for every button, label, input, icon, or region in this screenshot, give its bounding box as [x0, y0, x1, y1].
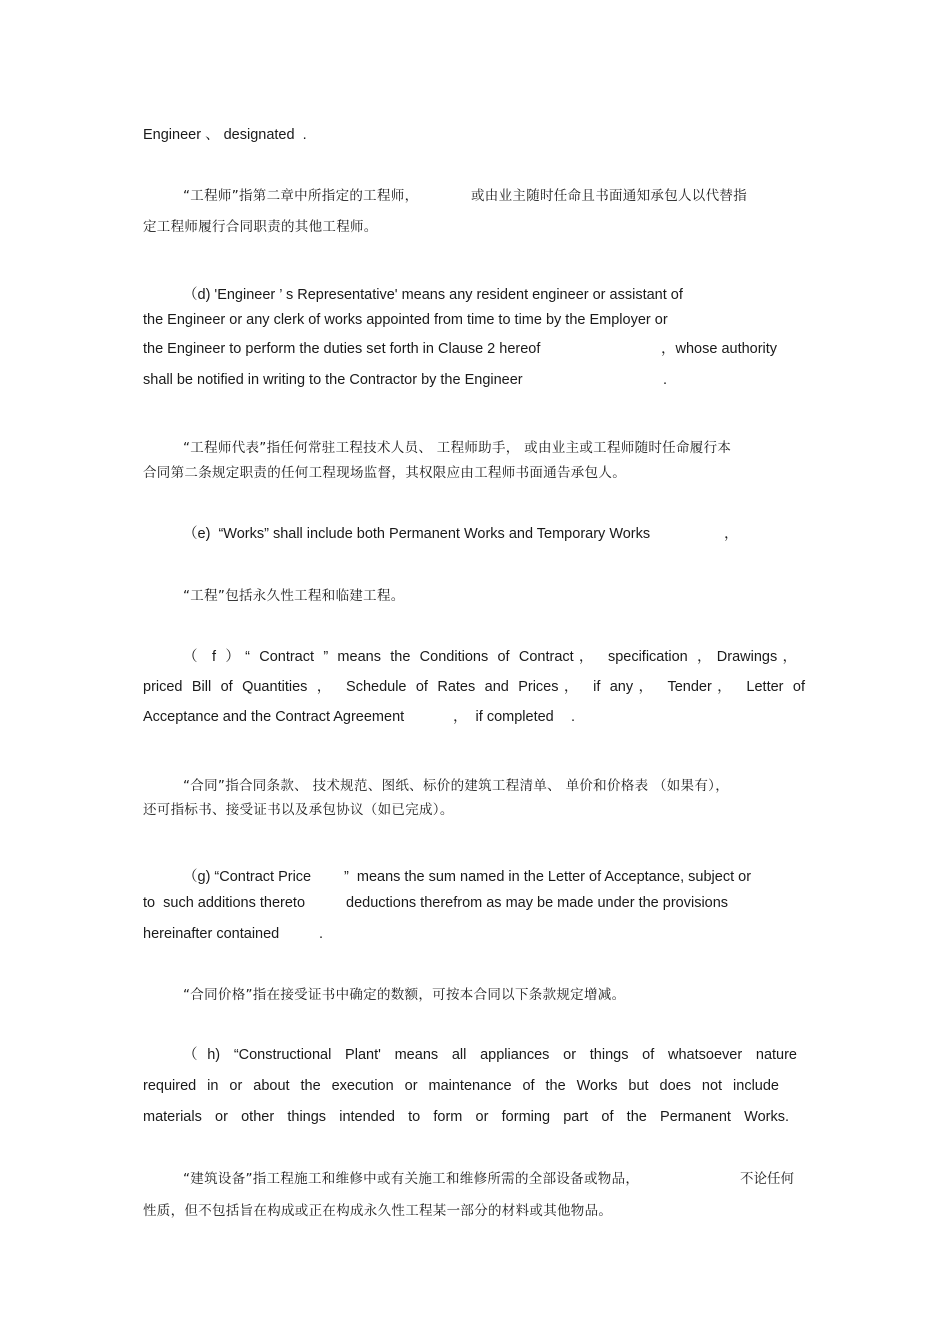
- text-line: （h) “Constructional Plant' means all appliances or things of whatsoever nature: [183, 1047, 797, 1063]
- text-line: “工程师代表”指任何常驻工程技术人员、 工程师助手， 或由业主或工程师随时任命履行本: [183, 440, 732, 456]
- text-line: the Engineer or any clerk of works appointed from time to time by the Employer or: [143, 312, 668, 328]
- text-line: （d) 'Engineer ’ s Representative' means any resident engineer or assistant of: [183, 287, 683, 303]
- text-fragment: deductions therefrom as may be made under the provisions: [346, 895, 729, 911]
- text-fragment: ，whose authority: [661, 341, 778, 357]
- text-line: （e) “Works” shall include both Permanent Works and Temporary Works: [183, 526, 651, 542]
- text-fragment: 或由业主随时任命且书面通知承包人以代替指: [471, 188, 747, 204]
- text-line: Engineer 、 designated .: [143, 127, 307, 143]
- text-line: Acceptance and the Contract Agreement: [143, 709, 405, 725]
- text-fragment: .: [663, 372, 668, 388]
- text-line: （g) “Contract Price: [183, 869, 312, 885]
- text-line: 定工程师履行合同职责的其他工程师。: [143, 219, 378, 235]
- text-line: “工程”包括永久性工程和临建工程。: [183, 588, 405, 604]
- text-line: priced Bill of Quantities ， Schedule of Rates and Prices， if any， Tender， Letter of: [143, 679, 805, 695]
- text-fragment: 不论任何: [740, 1171, 794, 1187]
- text-fragment: ，: [724, 526, 739, 542]
- text-line: to such additions thereto: [143, 895, 306, 911]
- text-line: “合同”指合同条款、 技术规范、图纸、标价的建筑工程清单、 单价和价格表 （如果有），: [183, 778, 730, 794]
- text-line: （ f ）“ Contract ” means the Conditions of Contract， specification ，Drawings，: [183, 649, 797, 665]
- text-fragment: ， if completed: [453, 709, 554, 725]
- text-line: “合同价格”指在接受证书中确定的数额，可按本合同以下条款规定增减。: [183, 987, 626, 1003]
- text-line: “建筑设备”指工程施工和维修中或有关施工和维修所需的全部设备或物品，: [183, 1171, 640, 1187]
- text-line: “工程师”指第二章中所指定的工程师，: [183, 188, 419, 204]
- text-line: 还可指标书、接受证书以及承包协议（如已完成）。: [143, 802, 454, 818]
- text-fragment: .: [319, 926, 324, 942]
- text-line: shall be notified in writing to the Contractor by the Engineer: [143, 372, 523, 388]
- text-line: 合同第二条规定职责的任何工程现场监督，其权限应由工程师书面通告承包人。: [143, 465, 626, 481]
- text-fragment: .: [571, 709, 576, 725]
- text-line: the Engineer to perform the duties set forth in Clause 2 hereof: [143, 341, 541, 357]
- text-fragment: ” means the sum named in the Letter of Acceptance, subject or: [344, 869, 752, 885]
- text-line: required in or about the execution or maintenance of the Works but does not include: [143, 1078, 779, 1094]
- text-line: materials or other things intended to form or forming part of the Permanent Works.: [143, 1109, 789, 1125]
- text-line: hereinafter contained: [143, 926, 280, 942]
- text-line: 性质，但不包括旨在构成或正在构成永久性工程某一部分的材料或其他物品。: [143, 1203, 613, 1219]
